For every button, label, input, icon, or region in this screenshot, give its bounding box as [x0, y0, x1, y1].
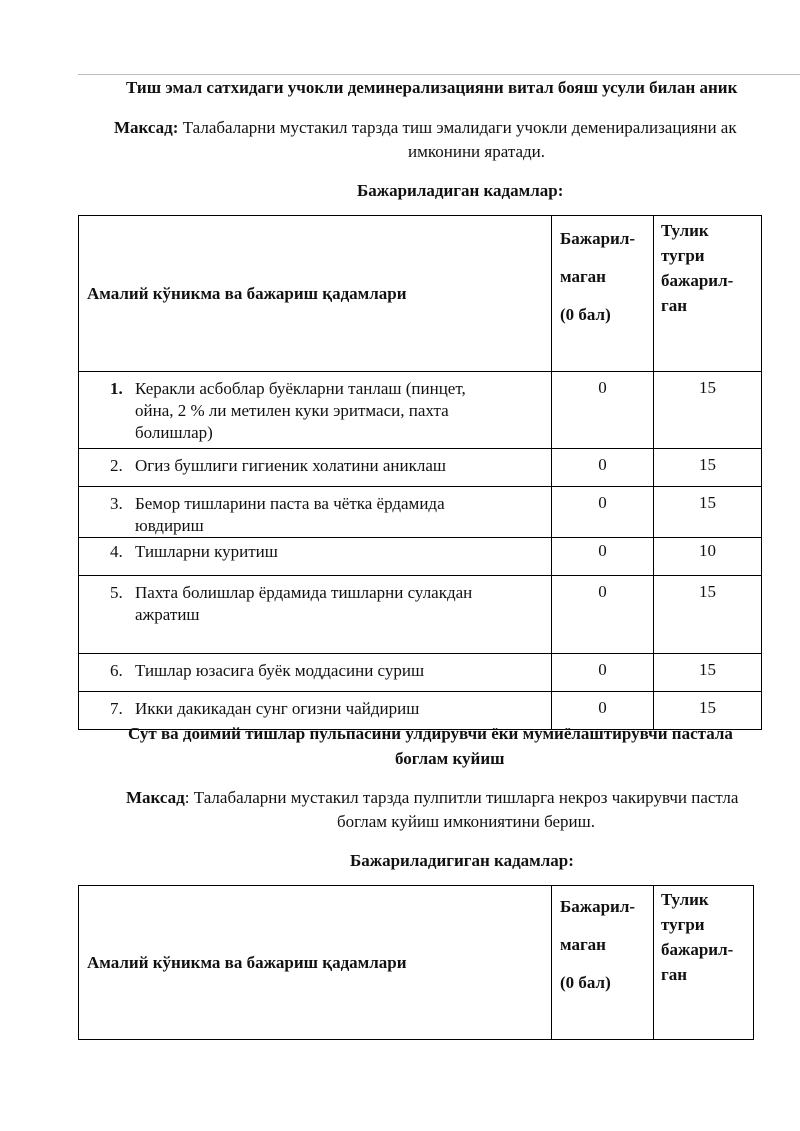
step-text: Икки дакикадан сунг огизни чайдириш — [135, 699, 420, 718]
step-cell — [79, 487, 552, 538]
step-text: Бемор тишларини паста ва чётка ёрдамида — [135, 494, 445, 513]
section2-goal-text: : Талабаларни мустакил тарзда пулпитли тишларга некроз чакирувчи пастла — [184, 788, 739, 807]
section1-steps-heading: Бажариладиган кадамлар: — [357, 181, 564, 200]
step-number: 2. — [110, 456, 123, 475]
header-fully-done — [654, 886, 754, 1040]
step-number: 5. — [110, 583, 123, 602]
step-text: Тишларни куритиш — [135, 542, 278, 561]
section1-table — [78, 215, 762, 730]
section1-title: Тиш эмал сатхидаги учокли деминерализацияни витал бояш усули билан аник — [126, 78, 738, 97]
score-not-done: 0 — [552, 449, 654, 487]
section1-goal — [114, 117, 737, 139]
score-not-done: 0 — [552, 372, 654, 449]
header-fully-done-line: Тулик — [661, 890, 709, 909]
score-fully-done: 15 — [654, 692, 762, 730]
section1-goal-label: Максад: — [114, 118, 179, 137]
table-row — [79, 654, 762, 692]
section2-table — [78, 885, 754, 1040]
table-row — [79, 487, 762, 538]
header-not-done-line: маган — [560, 267, 606, 286]
header-fully-done-line: тугри — [661, 915, 705, 934]
step-text: ажратиш — [135, 605, 200, 624]
table-row — [79, 372, 762, 449]
table-row — [79, 538, 762, 576]
score-fully-done: 15 — [654, 487, 762, 538]
header-fully-done-line: ган — [661, 296, 688, 315]
header-fully-done-line: бажарил- — [661, 271, 734, 290]
section2-goal-line2: боглам куйиш имкониятини бериш. — [337, 812, 595, 831]
section2-title-line2: боглам куйиш — [395, 749, 505, 768]
score-fully-done: 15 — [654, 576, 762, 654]
score-not-done: 0 — [552, 538, 654, 576]
section1-goal-line2: имконини яратади. — [408, 142, 545, 161]
score-fully-done: 10 — [654, 538, 762, 576]
table-header-row — [79, 216, 762, 372]
step-text: Пахта болишлар ёрдамида тишларни сулакдан — [135, 583, 473, 602]
section2-goal-label: Максад — [126, 788, 185, 807]
header-not-done-line: Бажарил- — [560, 897, 636, 916]
section2-steps-heading: Бажариладигиган кадамлар: — [350, 851, 574, 870]
step-text: ойна, 2 % ли метилен куки эритмаси, пахта — [135, 401, 449, 420]
step-cell — [79, 449, 552, 487]
table-row — [79, 576, 762, 654]
step-text: Огиз бушлиги гигиеник холатини аниклаш — [135, 456, 447, 475]
header-fully-done-line: тугри — [661, 246, 705, 265]
score-fully-done: 15 — [654, 372, 762, 449]
table-row — [79, 449, 762, 487]
header-fully-done-line: бажарил- — [661, 940, 734, 959]
step-number: 6. — [110, 661, 123, 680]
step-number: 1. — [110, 379, 123, 398]
step-text: Тишлар юзасига буёк моддасини суриш — [135, 661, 425, 680]
step-text: ювдириш — [135, 516, 204, 535]
header-fully-done — [654, 216, 762, 372]
step-number: 3. — [110, 494, 123, 513]
score-not-done: 0 — [552, 576, 654, 654]
score-fully-done: 15 — [654, 654, 762, 692]
section2-title: Сут ва доимий тишлар пульпасини улдирувчи ёки мумиёлаштирувчи пастала — [128, 724, 733, 743]
header-skill: Амалий кўникма ва бажариш қадамлари — [79, 886, 552, 1040]
header-skill: Амалий кўникма ва бажариш қадамлари — [79, 216, 552, 372]
section2-goal — [126, 787, 738, 809]
step-cell — [79, 576, 552, 654]
header-not-done-line: Бажарил- — [560, 229, 636, 248]
score-fully-done: 15 — [654, 449, 762, 487]
table-header-row — [79, 886, 754, 1040]
step-cell — [79, 372, 552, 449]
step-cell — [79, 538, 552, 576]
header-not-done — [552, 886, 654, 1040]
step-text: Керакли асбоблар буёкларни танлаш (пинцет, — [135, 379, 466, 398]
step-number: 4. — [110, 542, 123, 561]
step-cell — [79, 654, 552, 692]
top-rule — [78, 74, 800, 75]
section1-goal-text: Талабаларни мустакил тарзда тиш эмалидаги учокли деменирализацияни ак — [182, 118, 737, 137]
header-not-done-line: (0 бал) — [560, 973, 611, 992]
score-not-done: 0 — [552, 692, 654, 730]
header-not-done-line: маган — [560, 935, 606, 954]
header-not-done-line: (0 бал) — [560, 305, 611, 324]
header-not-done — [552, 216, 654, 372]
score-not-done: 0 — [552, 654, 654, 692]
header-fully-done-line: Тулик — [661, 221, 709, 240]
step-number: 7. — [110, 699, 123, 718]
header-fully-done-line: ган — [661, 965, 688, 984]
score-not-done: 0 — [552, 487, 654, 538]
step-text: болишлар) — [135, 423, 213, 442]
